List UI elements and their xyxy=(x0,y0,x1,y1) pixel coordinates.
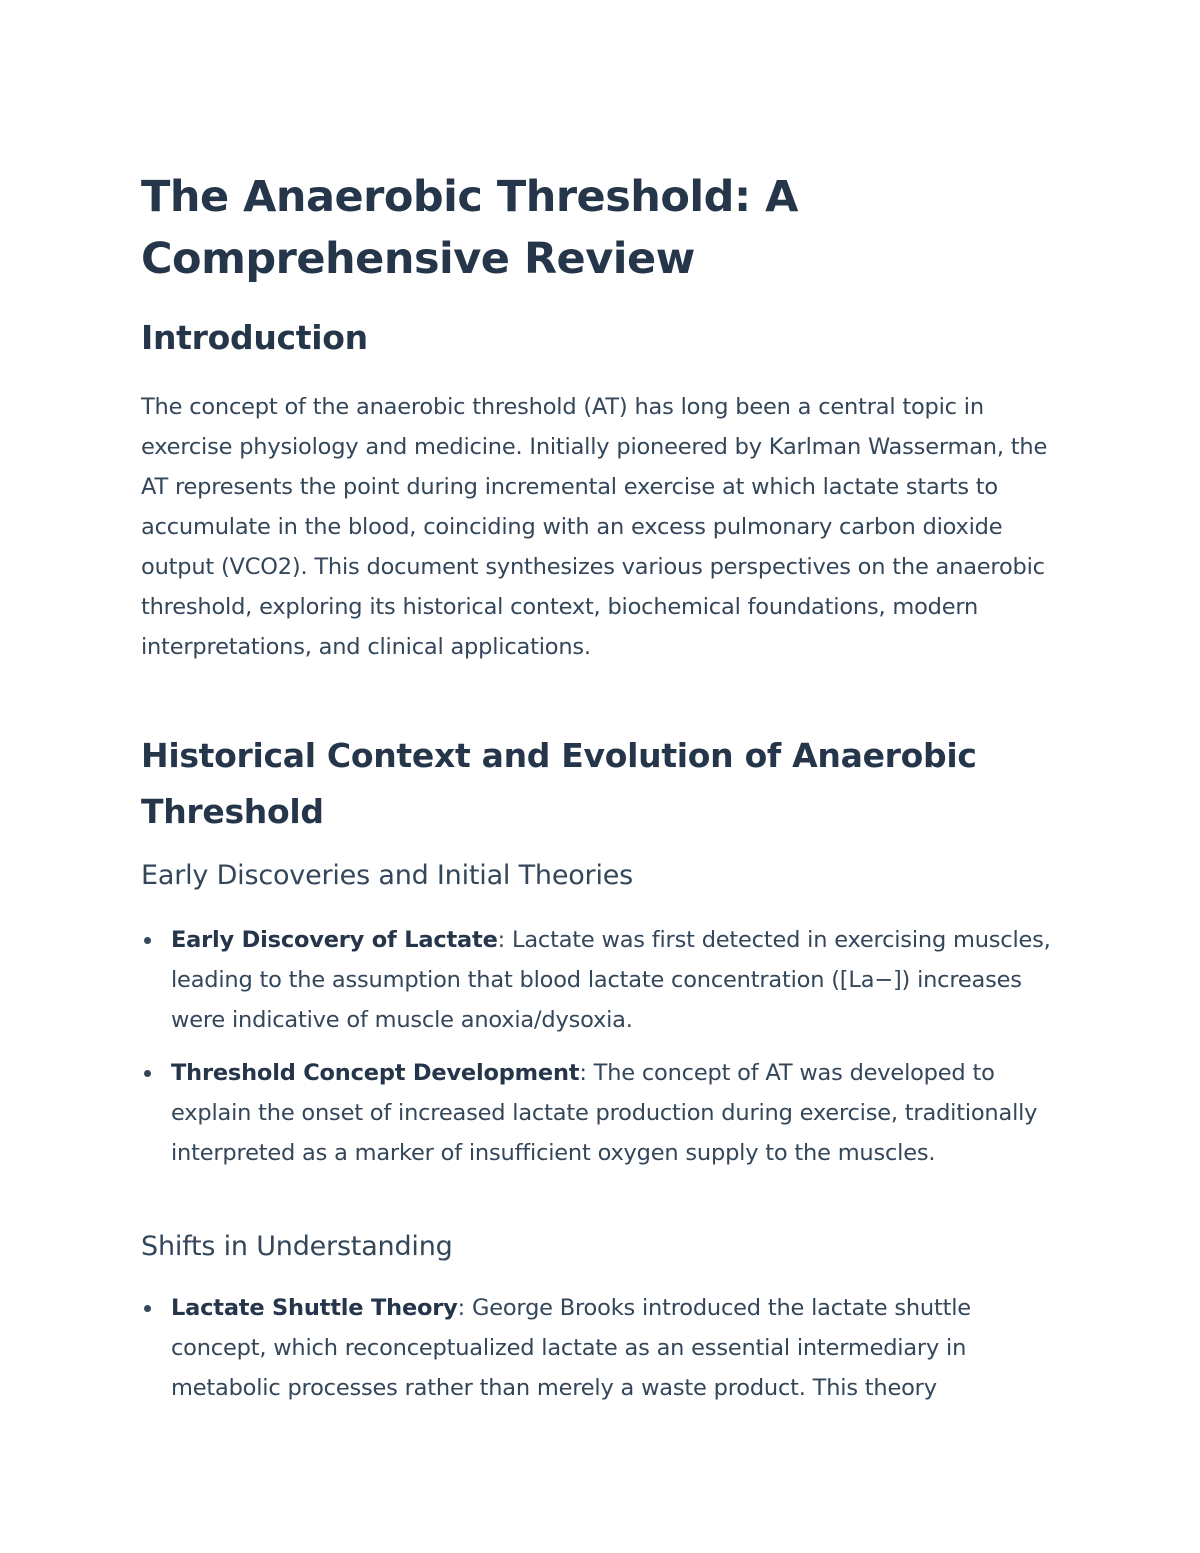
section-heading-introduction: Introduction xyxy=(141,318,368,357)
introduction-paragraph: The concept of the anaerobic threshold (AT) has long been a central topic in exercise physiology and medicine. Initially pioneered by Karlman Wasserman, the AT represents the point during incremental exercise at which lactate starts to accumulate in the blood, coinciding with an excess pulmonary carbon dioxide output (VCO2). This document synthesizes various perspectives on the anaerobic threshold, exploring its historical context, biochemical foundations, modern interpretations, and clinical applications. xyxy=(141,394,1048,660)
shifts-list xyxy=(141,1288,1066,1408)
document-title: The Anaerobic Threshold: A Comprehensive Review xyxy=(141,172,798,284)
list-item xyxy=(141,1288,1066,1408)
list-item-text: : The concept of AT was developed to explain the onset of increased lactate production during exercise, traditionally interpreted as a marker of insufficient oxygen supply to the muscles. xyxy=(171,1060,1038,1166)
list-item xyxy=(141,1053,1066,1173)
list-item-text: : Lactate was first detected in exercising muscles, leading to the assumption that blood lactate concentration ([La−]) increases were indicative of muscle anoxia/dysoxia. xyxy=(171,927,1051,1033)
subheading-shifts: Shifts in Understanding xyxy=(141,1231,453,1262)
section-heading-historical: Historical Context and Evolution of Anaerobic Threshold xyxy=(141,736,977,831)
early-discoveries-list xyxy=(141,920,1066,1173)
list-item-text: : George Brooks introduced the lactate shuttle concept, which reconceptualized lactate as an essential intermediary in metabolic processes rather than merely a waste product. This theory xyxy=(171,1295,971,1401)
list-item xyxy=(141,920,1066,1040)
list-item-term: Threshold Concept Development xyxy=(171,1060,580,1086)
subheading-early-discoveries: Early Discoveries and Initial Theories xyxy=(141,860,634,891)
list-item-term: Early Discovery of Lactate xyxy=(171,927,498,953)
bullet-icon xyxy=(144,1070,151,1077)
list-item-term: Lactate Shuttle Theory xyxy=(171,1295,458,1321)
bullet-icon xyxy=(144,1305,151,1312)
bullet-icon xyxy=(144,937,151,944)
